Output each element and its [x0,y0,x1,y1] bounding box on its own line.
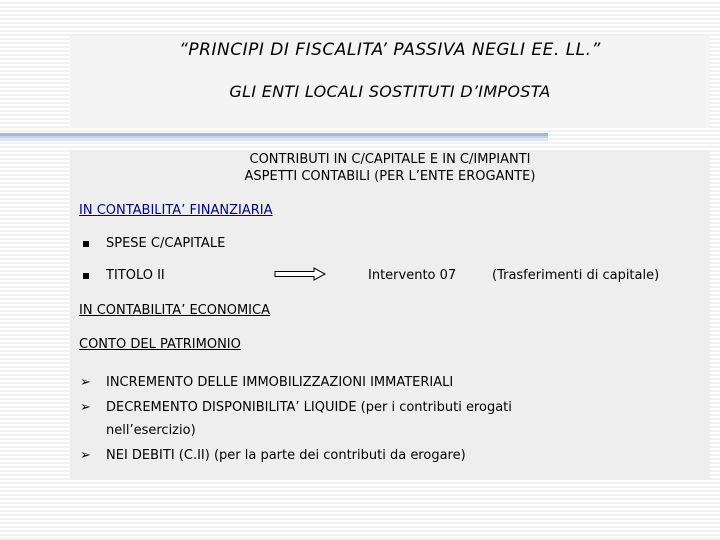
section-heading-line2: ASPETTI CONTABILI (PER L’ENTE EROGANTE) [244,169,536,184]
accent-divider-bar [0,133,548,141]
section-heading-line1: CONTRIBUTI IN C/CAPITALE E IN C/IMPIANTI [249,152,531,167]
list-item-titolo: TITOLO II [106,268,165,283]
list-item-debiti: NEI DEBITI (C.II) (per la parte dei contributi da erogare) [106,448,466,463]
right-arrow-icon [274,267,326,281]
contabilita-economica-heading: IN CONTABILITA’ ECONOMICA [79,303,270,318]
square-bullet-icon [83,273,89,279]
list-item-decremento-cont: nell’esercizio) [106,423,196,438]
arrowhead-bullet-icon: ➢ [80,400,91,415]
conto-patrimonio-heading: CONTO DEL PATRIMONIO [79,337,241,352]
slide-subtitle: GLI ENTI LOCALI SOSTITUTI D’IMPOSTA [229,82,551,101]
slide-title: “PRINCIPI DI FISCALITA’ PASSIVA NEGLI EE. LL.” [179,40,601,60]
content-panel [70,150,710,480]
arrowhead-bullet-icon: ➢ [80,375,91,390]
title-panel [70,36,710,128]
trasferimenti-label: (Trasferimenti di capitale) [492,268,660,283]
contabilita-finanziaria-heading: IN CONTABILITA’ FINANZIARIA [79,203,273,218]
list-item-incremento: INCREMENTO DELLE IMMOBILIZZAZIONI IMMATERIALI [106,375,454,390]
intervento-label: Intervento 07 [368,268,457,283]
list-item-spese: SPESE C/CAPITALE [106,236,226,251]
square-bullet-icon [83,241,89,247]
list-item-decremento: DECREMENTO DISPONIBILITA’ LIQUIDE (per i contributi erogati [106,400,512,415]
arrowhead-bullet-icon: ➢ [80,448,91,463]
